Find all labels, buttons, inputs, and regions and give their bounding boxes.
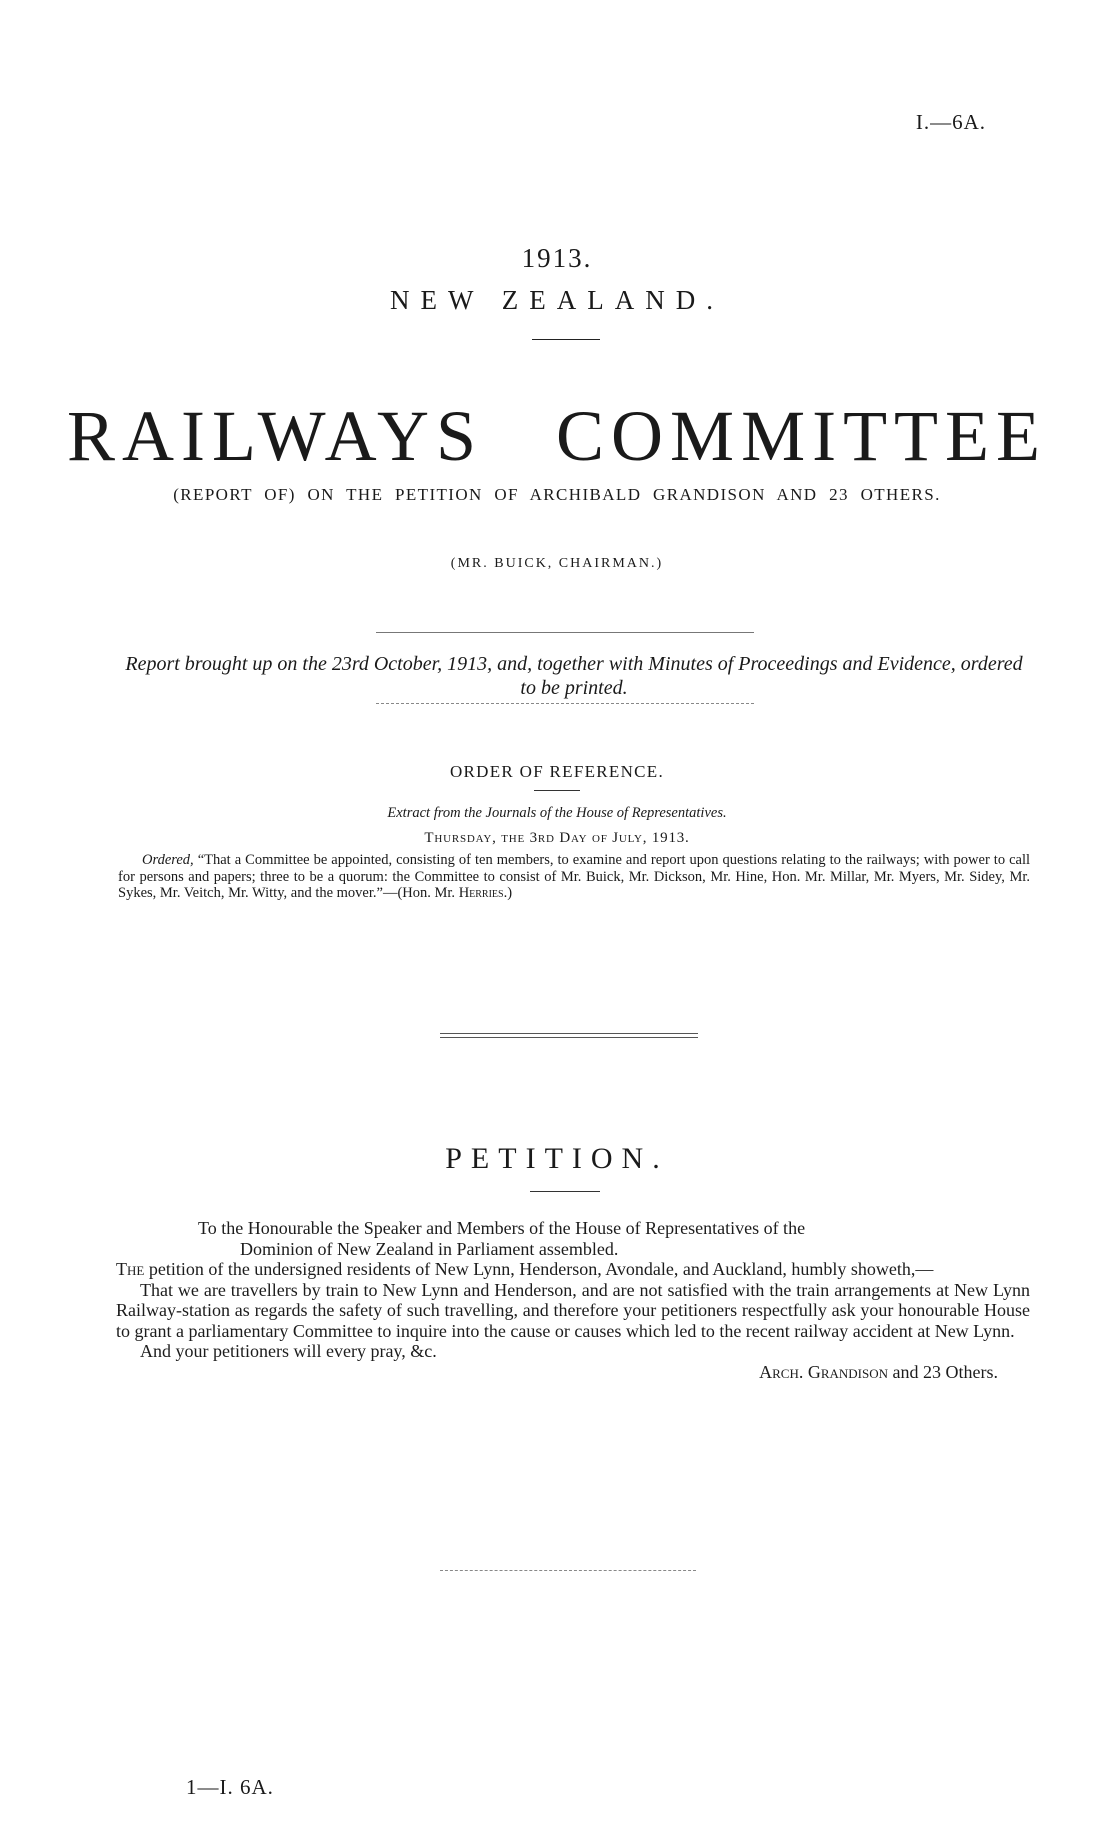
date-year: , 1913. <box>642 830 690 846</box>
document-subtitle: (REPORT OF) ON THE PETITION OF ARCHIBALD GRANDISON AND 23 OTHERS. <box>173 485 941 504</box>
order-date <box>0 830 1114 847</box>
petition-the: The <box>116 1259 145 1279</box>
chairman-line: (MR. BUICK, CHAIRMAN.) <box>450 556 664 571</box>
document-country: NEW ZEALAND. <box>390 285 724 315</box>
divider <box>376 632 754 633</box>
divider <box>376 703 754 704</box>
page-reference: I.—6A. <box>915 110 986 134</box>
divider <box>532 339 600 340</box>
address-line-1: To the Honourable the Speaker and Members of the House of Representatives of the <box>198 1218 806 1238</box>
address-line-2: Dominion of New Zealand in Parliament assembled. <box>240 1238 619 1259</box>
date-mid: Day of <box>559 830 608 846</box>
ordered-label: Ordered, <box>142 852 194 868</box>
date-prefix: Thursday, the <box>424 830 525 846</box>
divider <box>534 790 580 791</box>
section-divider <box>440 1570 696 1571</box>
petition-main-paragraph: That we are travellers by train to New Lynn and Henderson, and are not satisfied with the train arrangements at New Lynn Railway-station as regards the safety of such travelling, and therefore your petitioners respectfully ask your honourable House to grant a parliamentary Committee to inquire into the cause or causes which led to the recent railway accident at New Lynn. <box>116 1279 1030 1341</box>
signature-name: Arch. Grandison <box>759 1361 889 1382</box>
section-divider <box>440 1033 698 1038</box>
petition-intro-text: petition of the undersigned residents of New Lynn, Henderson, Avondale, and Auckland, humbly showeth,— <box>148 1259 934 1279</box>
mover-name: Herries <box>458 885 504 901</box>
footer-reference: 1—I. 6A. <box>186 1775 274 1799</box>
document-year: 1913. <box>521 243 593 273</box>
ordered-paragraph <box>118 852 1030 902</box>
date-day: 3rd <box>529 830 555 846</box>
petition-heading: PETITION. <box>445 1142 669 1175</box>
petition-intro <box>116 1259 1030 1280</box>
ordered-text: “That a Committee be appointed, consisting of ten members, to examine and report upon questions relating to the railways; with power to call for persons and papers; three to be a quorum: the Committee to consist of Mr. Buick, Mr. Dickson, Mr. Hine, Hon. Mr. Millar, Mr. Myers, Mr. Sidey, Mr. Sykes, Mr. Veitch, Mr. Witty, and the mover.”—(Hon. Mr. <box>118 852 1031 901</box>
petition-closing: And your petitioners will every pray, &c. <box>140 1341 437 1361</box>
petition-signature <box>116 1362 1030 1383</box>
petition-body <box>116 1218 1030 1382</box>
divider <box>530 1191 600 1192</box>
date-month: July <box>612 830 643 846</box>
document-title: RAILWAYS COMMITTEE <box>67 396 1047 476</box>
journal-extract-line: Extract from the Journals of the House of Representatives. <box>387 805 727 821</box>
ordered-end: .) <box>503 885 513 901</box>
signature-rest: and 23 Others. <box>892 1361 998 1382</box>
report-line: Report brought up on the 23rd October, 1913, and, together with Minutes of Proceedings and Evidence, ordered to be printed. <box>125 653 1023 699</box>
order-of-reference-heading: ORDER OF REFERENCE. <box>449 762 665 781</box>
